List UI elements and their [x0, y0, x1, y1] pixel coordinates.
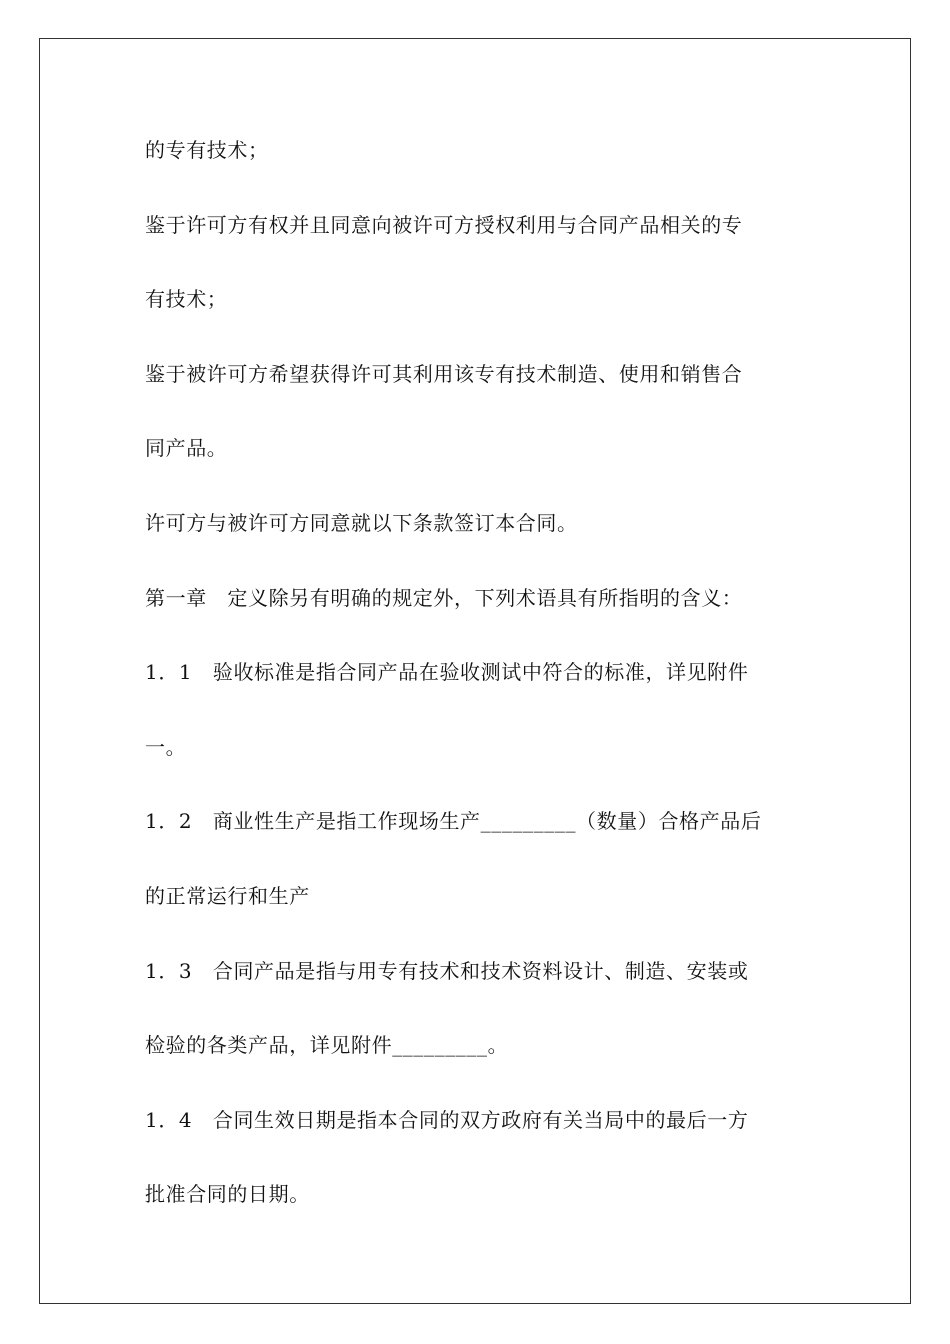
chapter-heading: 第一章 定义除另有明确的规定外，下列术语具有所指明的含义：	[145, 585, 743, 610]
clause-1-2: 1．2 商业性生产是指工作现场生产_________（数量）合格产品后	[145, 809, 762, 834]
text-line: 的专有技术；	[145, 138, 269, 162]
text-line: 鉴于被许可方希望获得许可其利用该专有技术制造、使用和销售合	[145, 361, 743, 386]
text-line: 有技术；	[145, 287, 228, 312]
clause-1-3: 1．3 合同产品是指与用专有技术和技术资料设计、制造、安装或	[145, 958, 749, 983]
text-line: 批准合同的日期。	[145, 1182, 310, 1207]
text-line: 许可方与被许可方同意就以下条款签订本合同。	[145, 510, 578, 535]
text-line: 一。	[145, 734, 187, 759]
text-line: 鉴于许可方有权并且同意向被许可方授权利用与合同产品相关的专	[145, 212, 743, 237]
text-line: 的正常运行和生产	[145, 883, 310, 908]
text-line: 同产品。	[145, 436, 228, 461]
clause-1-1: 1．1 验收标准是指合同产品在验收测试中符合的标准，详见附件	[145, 660, 749, 685]
clause-1-4: 1．4 合同生效日期是指本合同的双方政府有关当局中的最后一方	[145, 1107, 749, 1132]
text-line: 检验的各类产品，详见附件_________。	[145, 1033, 509, 1058]
document-body	[145, 131, 825, 1250]
